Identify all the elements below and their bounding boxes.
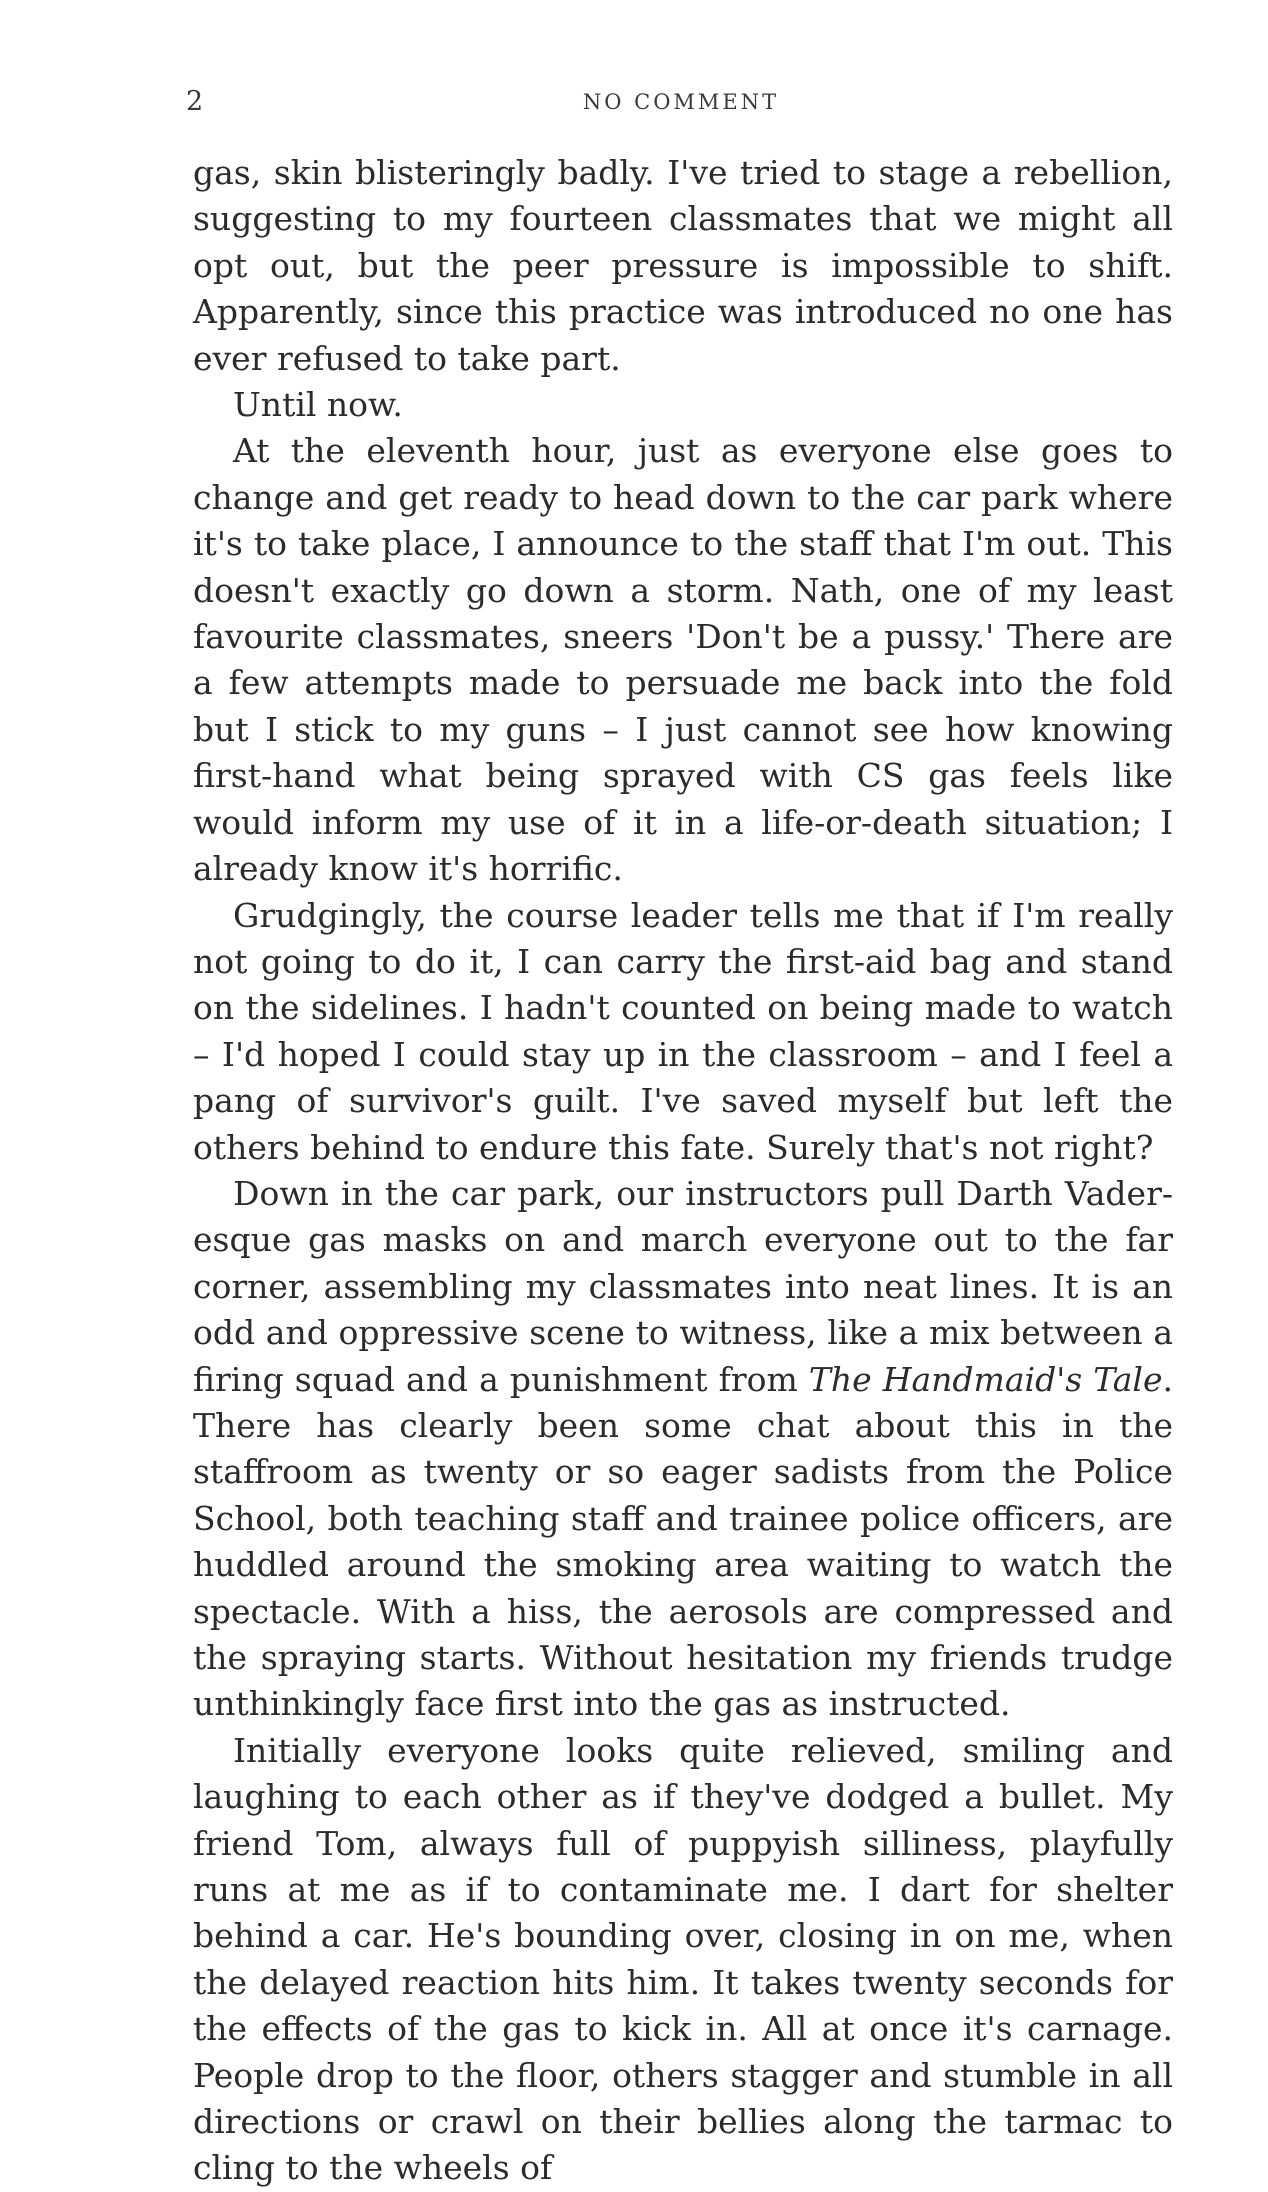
- paragraph-4: Grudgingly, the course leader tells me that if I'm really not going to do it, I can carry the first-aid bag and stand on the sidelines. I hadn't counted on being made to watch – I'd hoped I could stay up in the classroom – and I feel a pang of survivor's guilt. I've saved myself but left the others behind to endure this fate. Surely that's not right?: [193, 895, 1173, 1167]
- body-text: [193, 150, 1173, 2192]
- paragraph-5-part-2: . There has clearly been some chat about this in the staffroom as twenty or so eager sadists from the Police School, both teaching staff and trainee police officers, are huddled around the smoking area waiting to watch the spectacle. With a hiss, the aerosols are compressed and the spraying starts. Without hesitation my friends trudge unthinkingly face first into the gas as instructed.: [193, 1359, 1173, 1724]
- paragraph-5: [193, 1171, 1173, 1728]
- paragraph-2: Until now.: [233, 385, 403, 425]
- paragraph-3: At the eleventh hour, just as everyone else goes to change and get ready to head down to the car park where it's to take place, I announce to the staff that I'm out. This doesn't exactly go down a storm. Nath, one of my least favourite classmates, sneers 'Don't be a pussy.' There are a few attempts made to persuade me back into the fold but I stick to my guns – I just cannot see how knowing first-hand what being sprayed with CS gas feels like would inform my use of it in a life-or-death situation; I already know it's horrific.: [193, 431, 1173, 889]
- book-title: The Handmaid's Tale: [808, 1359, 1163, 1399]
- paragraph-6: Initially everyone looks quite relieved, smiling and laughing to each other as if they've dodged a bullet. My friend Tom, always full of puppyish silliness, playfully runs at me as if to contaminate me. I dart for shelter behind a car. He's bounding over, closing in on me, when the delayed reaction hits him. It takes twenty seconds for the effects of the gas to kick in. All at once it's carnage. People drop to the floor, others stagger and stumble in all directions or crawl on their bellies along the tarmac to cling to the wheels of: [193, 1730, 1173, 2188]
- page-header: [186, 86, 1176, 120]
- paragraph-5-part-1: Down in the car park, our instructors pull Darth Vader-esque gas masks on and march everyone out to the far corner, assembling my classmates into neat lines. It is an odd and oppressive scene to witness, like a mix between a firing squad and a punishment from: [193, 1173, 1173, 1399]
- page-number: 2: [186, 86, 204, 117]
- running-head: NO COMMENT: [582, 90, 780, 114]
- paragraph-1: gas, skin blisteringly badly. I've tried to stage a rebellion, suggesting to my fourteen classmates that we might all opt out, but the peer pressure is impossible to shift. Apparently, since this practice was introduced no one has ever refused to take part.: [193, 153, 1173, 378]
